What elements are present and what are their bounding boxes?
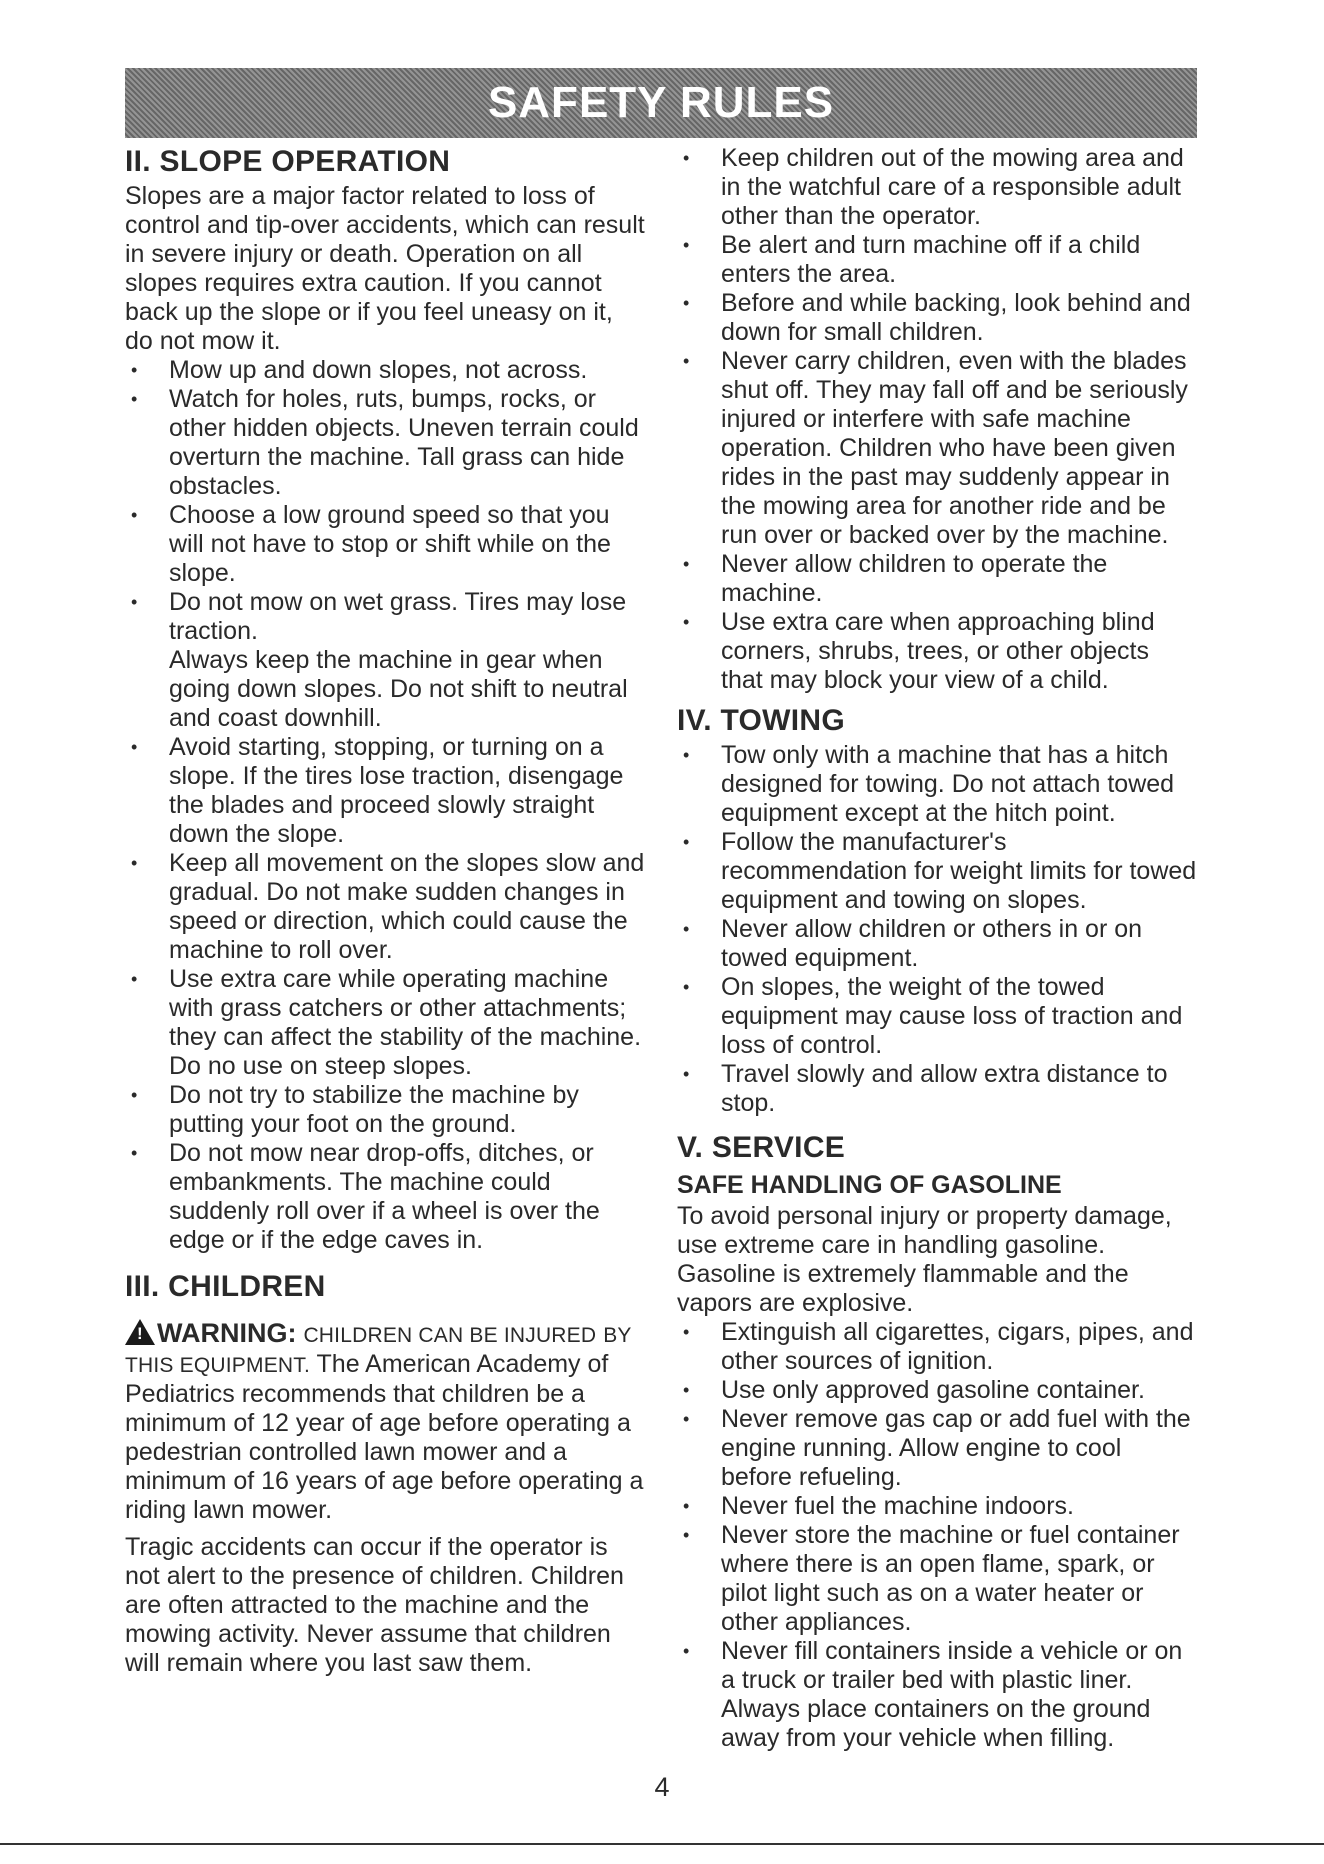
slope-list xyxy=(125,356,645,646)
list-item: • Never fill containers inside a vehicle or on a truck or trailer bed with plastic liner. Always place containers on the ground away from your vehicle when filling. xyxy=(677,1637,1197,1753)
list-item: • Never remove gas cap or add fuel with the engine running. Allow engine to cool before refueling. xyxy=(677,1405,1197,1492)
service-list xyxy=(677,1318,1197,1753)
children-heading: III. CHILDREN xyxy=(125,1270,326,1303)
list-item: • Do not try to stabilize the machine by putting your foot on the ground. xyxy=(125,1081,645,1139)
slope-heading: II. SLOPE OPERATION xyxy=(125,145,451,178)
slope-intro: Slopes are a major factor related to loss of control and tip-over accidents, which can result in severe injury or death. Operation on all slopes requires extra caution. If you cannot back up the slope or if you feel uneasy on it, do not mow it. xyxy=(125,182,645,355)
list-item: • Keep all movement on the slopes slow and gradual. Do not make sudden changes in speed or direction, which could cause the machine to roll over. xyxy=(125,849,645,965)
warning-label: WARNING: xyxy=(157,1318,297,1348)
children-paragraph: Tragic accidents can occur if the operator is not alert to the presence of children. Children are often attracted to the machine and the mowing activity. Never assume that children will remain where you last saw them. xyxy=(125,1533,624,1677)
towing-list xyxy=(677,741,1197,1118)
list-item: • Watch for holes, ruts, bumps, rocks, or other hidden objects. Uneven terrain could overturn the machine. Tall grass can hide obstacles. xyxy=(125,385,645,501)
warning-triangle-icon xyxy=(125,1319,155,1345)
list-item: • Never allow children to operate the machine. xyxy=(677,550,1197,608)
list-item: • Use extra care when approaching blind corners, shrubs, trees, or other objects that may block your view of a child. xyxy=(677,608,1197,695)
list-item: • Be alert and turn machine off if a child enters the area. xyxy=(677,231,1197,289)
warning-caps-2: BY THIS EQUIPMENT. xyxy=(125,1324,632,1377)
children-list xyxy=(677,144,1197,695)
left-column xyxy=(125,142,645,1678)
list-item: • Never fuel the machine indoors. xyxy=(677,1492,1197,1521)
towing-heading: IV. TOWING xyxy=(677,704,846,737)
section-banner xyxy=(125,68,1197,138)
slope-list-2 xyxy=(125,733,645,1255)
list-item: • On slopes, the weight of the towed equipment may cause loss of traction and loss of control. xyxy=(677,973,1197,1060)
service-heading: V. SERVICE xyxy=(677,1131,846,1164)
list-item: • Tow only with a machine that has a hitch designed for towing. Do not attach towed equipment except at the hitch point. xyxy=(677,741,1197,828)
list-item: • Choose a low ground speed so that you will not have to stop or shift while on the slope. xyxy=(125,501,645,588)
list-item: • Avoid starting, stopping, or turning on a slope. If the tires lose traction, disengage the blades and proceed slowly straight down the slope. xyxy=(125,733,645,849)
list-item: • Before and while backing, look behind and down for small children. xyxy=(677,289,1197,347)
bottom-rule xyxy=(0,1843,1324,1845)
list-item: • Do not mow on wet grass. Tires may lose traction. xyxy=(125,588,645,646)
list-item: • Never allow children or others in or on towed equipment. xyxy=(677,915,1197,973)
list-item: • Do not mow near drop-offs, ditches, or embankments. The machine could suddenly roll over if a wheel is over the edge or if the edge caves in. xyxy=(125,1139,645,1255)
service-intro: To avoid personal injury or property damage, use extreme care in handling gasoline. Gasoline is extremely flammable and the vapors are explosive. xyxy=(677,1202,1172,1317)
list-item: • Never store the machine or fuel container where there is an open flame, spark, or pilot light such as on a water heater or other appliances. xyxy=(677,1521,1197,1637)
gasoline-subheading: SAFE HANDLING OF GASOLINE xyxy=(677,1171,1062,1199)
banner-title: SAFETY RULES xyxy=(487,78,835,127)
warning-text: The American Academy of Pediatrics recommends that children be a minimum of 12 year of age before operating a pedestrian controlled lawn mower and a minimum of 16 years of age before operating a riding lawn mower. xyxy=(125,1350,644,1524)
warning-block xyxy=(125,1319,645,1525)
list-item: • Follow the manufacturer's recommendation for weight limits for towed equipment and towing on slopes. xyxy=(677,828,1197,915)
list-item: • Mow up and down slopes, not across. xyxy=(125,356,645,385)
list-item: • Travel slowly and allow extra distance to stop. xyxy=(677,1060,1197,1118)
list-item: • Use extra care while operating machine with grass catchers or other attachments; they can affect the stability of the machine. Do no use on steep slopes. xyxy=(125,965,645,1081)
list-item: • Keep children out of the mowing area and in the watchful care of a responsible adult other than the operator. xyxy=(677,144,1197,231)
page-number: 4 xyxy=(654,1772,670,1802)
right-column xyxy=(677,144,1197,1753)
warning-caps-1: CHILDREN CAN BE INJURED xyxy=(303,1324,597,1347)
list-item: • Extinguish all cigarettes, cigars, pipes, and other sources of ignition. xyxy=(677,1318,1197,1376)
list-item: • Use only approved gasoline container. xyxy=(677,1376,1197,1405)
slope-note: Always keep the machine in gear when going down slopes. Do not shift to neutral and coast downhill. xyxy=(169,646,628,732)
list-item: • Never carry children, even with the blades shut off. They may fall off and be seriously injured or interfere with safe machine operation. Children who have been given rides in the past may suddenly appear in the mowing area for another ride and be run over or backed over by the machine. xyxy=(677,347,1197,550)
